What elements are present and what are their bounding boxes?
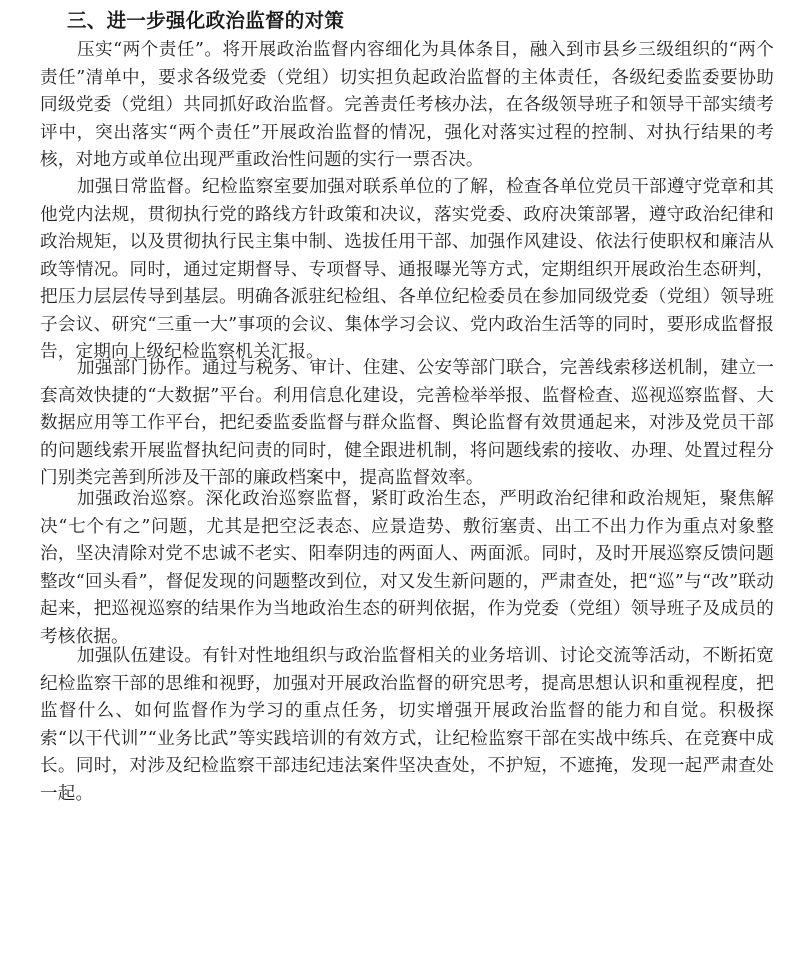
paragraph-daily-supervision: 加强日常监督。纪检监察室要加强对联系单位的了解，检查各单位党员干部遵守党章和其他党内法规，贯彻执行党的路线方针政策和决议，落实党委、政府决策部署，遵守政治纪律和政治规矩，以及贯彻执行民主集中制、选拔任用干部、加强作风建设、依法行使职权和廉洁从政等情况。同时，通过定期督导、专项督导、通报曝光等方式，定期组织开展政治生态研判，把压力层层传导到基层。明确各派驻纪检组、各单位纪检委员在参加同级党委（党组）领导班子会议、研究“三重一大”事项的会议、集体学习会议、党内政治生活等的同时，要形成监督报告，定期向上级纪检监察机关汇报。 <box>40 177 774 362</box>
paragraph-two-responsibilities: 压实“两个责任”。将开展政治监督内容细化为具体条目，融入到市县乡三级组织的“两个责任”清单中，要求各级党委（党组）切实担负起政治监督的主体责任，各级纪委监委要协助同级党委（党组）共同抓好政治监督。完善责任考核办法，在各级领导班子和领导干部实绩考评中，突出落实“两个责任”开展政治监督的情况，强化对落实过程的控制、对执行结果的考核，对地方或单位出现严重政治性问题的实行一票否决。 <box>40 40 774 170</box>
section-heading: 三、进一步强化政治监督的对策 <box>67 9 345 32</box>
paragraph-political-inspection: 加强政治巡察。深化政治巡察监督，紧盯政治生态，严明政治纪律和政治规矩，聚焦解决“七个有之”问题，尤其是把空泛表态、应景造势、敷衍塞责、出工不出力作为重点对象整治，坚决清除对党不忠诚不老实、阳奉阴违的两面人、两面派。同时，及时开展巡察反馈问题整改“回头看”，督促发现的问题整改到位，对又发生新问题的，严肃查处，把“巡”与“改”联动起来，把巡视巡察的结果作为当地政治生态的研判依据，作为党委（党组）领导班子及成员的考核依据。 <box>40 489 774 647</box>
paragraph-department-coordination: 加强部门协作。通过与税务、审计、住建、公安等部门联合，完善线索移送机制，建立一套高效快捷的“大数据”平台。利用信息化建设，完善检举举报、监督检查、巡视巡察监督、大数据应用等工作平台，把纪委监委监督与群众监督、舆论监督有效贯通起来，对涉及党员干部的问题线索开展监督执纪问责的同时，健全跟进机制，将问题线索的接收、办理、处置过程分门别类完善到所涉及干部的廉政档案中，提高监督效率。 <box>40 358 774 488</box>
paragraph-team-building: 加强队伍建设。有针对性地组织与政治监督相关的业务培训、讨论交流等活动，不断拓宽纪检监察干部的思维和视野，加强对开展政治监督的研究思考，提高思想认识和重视程度，把监督什么、如何监督作为学习的重点任务，切实增强开展政治监督的能力和自觉。积极探索“以干代训”“业务比武”等实践培训的有效方式，让纪检监察干部在实战中练兵、在竞赛中成长。同时，对涉及纪检监察干部违纪违法案件坚决查处，不护短，不遮掩，发现一起严肃查处一起。 <box>40 646 774 804</box>
